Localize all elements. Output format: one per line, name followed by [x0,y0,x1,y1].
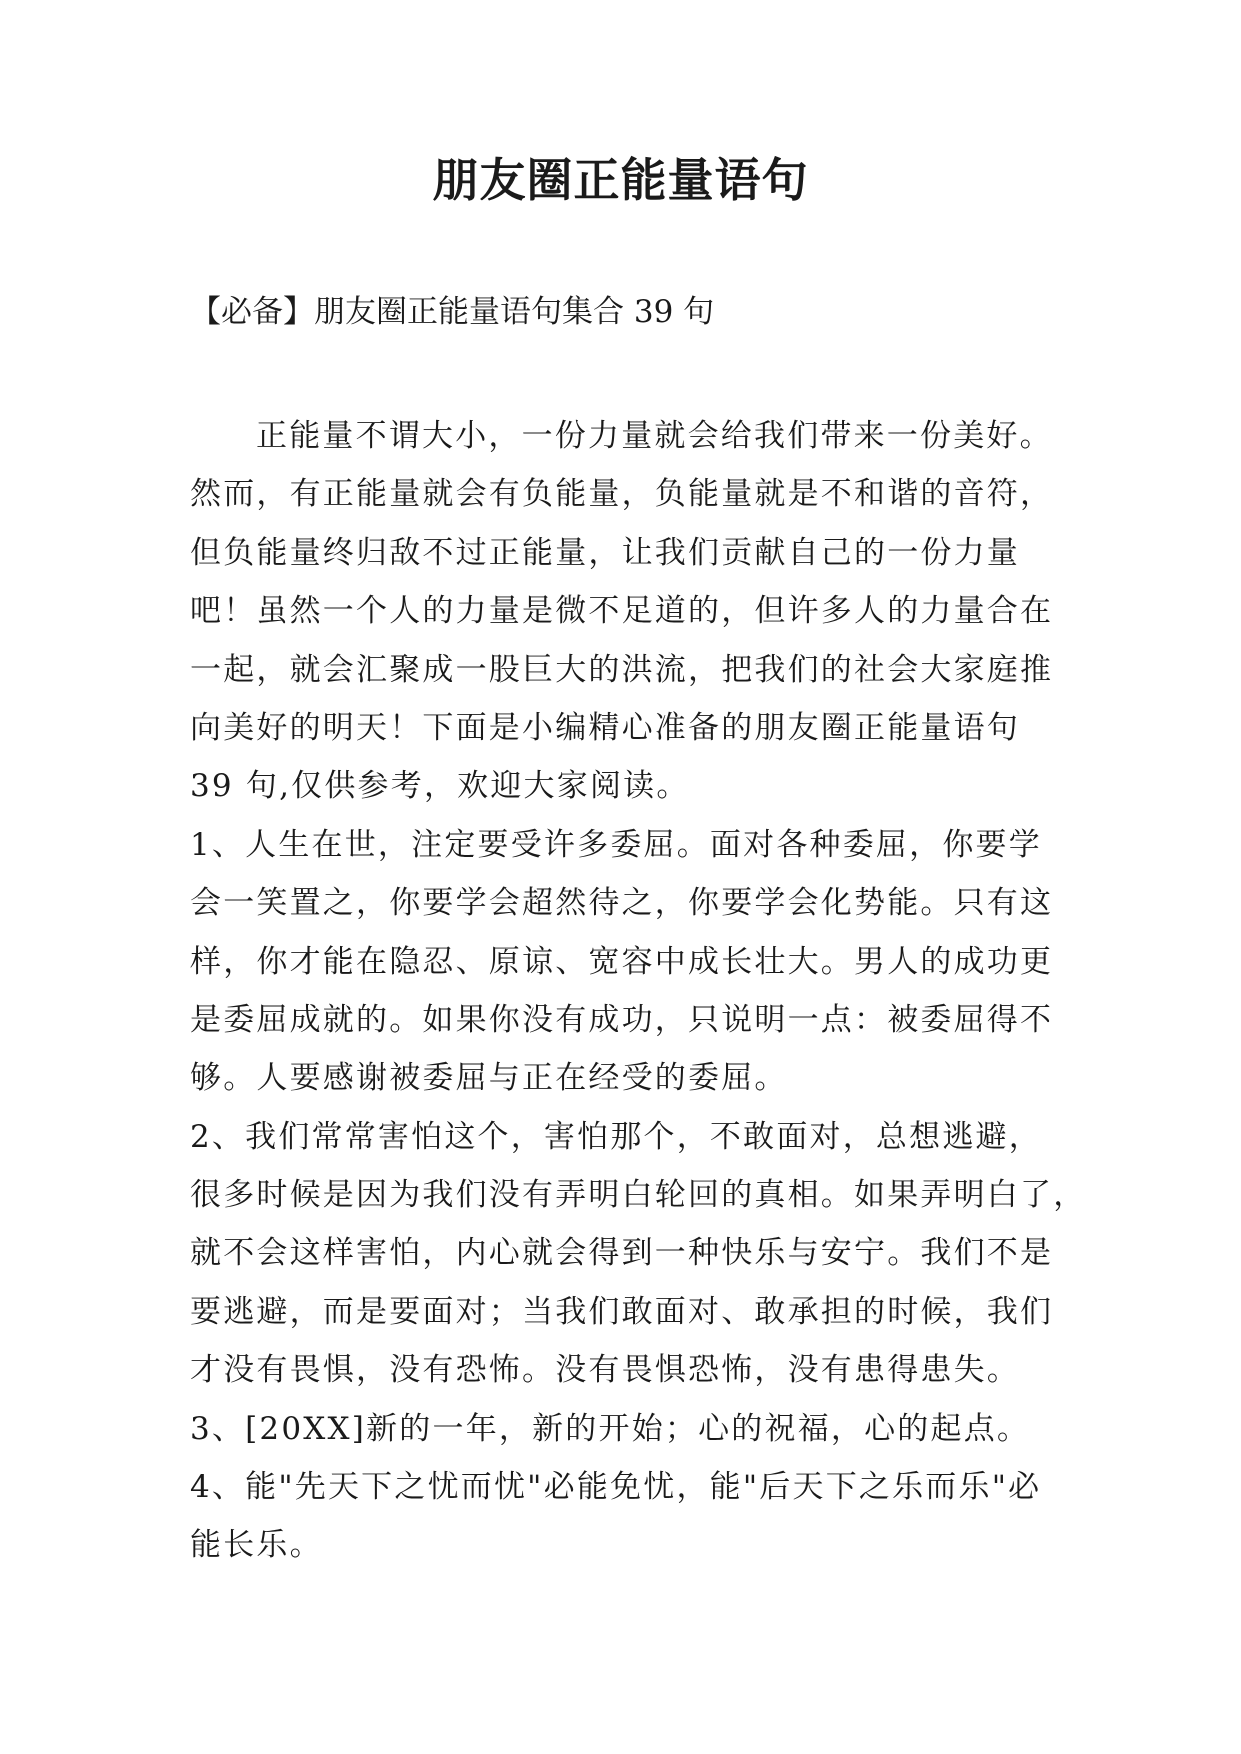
list-item-1-line: 是委屈成就的。如果你没有成功，只说明一点：被委屈得不 [190,1001,1054,1038]
list-item-2-line: 很多时候是因为我们没有弄明白轮回的真相。如果弄明白了， [190,1177,1087,1214]
body-line: 但负能量终归敌不过正能量，让我们贡献自己的一份力量 [190,534,1020,571]
body-line: 然而，有正能量就会有负能量，负能量就是不和谐的音符， [190,476,1054,513]
document-subtitle: 【必备】朋友圈正能量语句集合 39 句 [190,294,715,330]
body-line: 一起，就会汇聚成一股巨大的洪流，把我们的社会大家庭推 [190,651,1054,688]
list-item-2-line: 2、我们常常害怕这个，害怕那个，不敢面对，总想逃避， [190,1118,1042,1155]
document-body [190,407,1087,1575]
list-item-1-line: 样，你才能在隐忍、原谅、宽容中成长壮大。男人的成功更 [190,943,1054,980]
list-item-2-line: 要逃避，而是要面对；当我们敢面对、敢承担的时候，我们 [190,1293,1054,1330]
document-title: 朋友圈正能量语句 [432,153,809,207]
list-item-3-line: 3、[20XX]新的一年，新的开始；心的祝福，心的起点。 [190,1410,1031,1447]
list-item-2-line: 就不会这样害怕，内心就会得到一种快乐与安宁。我们不是 [190,1235,1054,1272]
list-item-1-line: 够。人要感谢被委屈与正在经受的委屈。 [190,1060,788,1097]
list-item-1-line: 会一笑置之，你要学会超然待之，你要学会化势能。只有这 [190,885,1054,922]
body-line: 正能量不谓大小，一份力量就会给我们带来一份美好。 [256,418,1053,454]
list-item-2-line: 才没有畏惧，没有恐怖。没有畏惧恐怖，没有患得患失。 [190,1352,1020,1389]
body-line: 向美好的明天！下面是小编精心准备的朋友圈正能量语句 [190,709,1020,746]
body-line: 39 句,仅供参考，欢迎大家阅读。 [190,768,690,805]
list-item-4-line: 4、能"先天下之忧而忧"必能免忧，能"后天下之乐而乐"必 [190,1469,1042,1506]
list-item-1-line: 1、人生在世，注定要受许多委屈。面对各种委屈，你要学 [190,826,1042,863]
body-line: 吧！虽然一个人的力量是微不足道的，但许多人的力量合在 [190,593,1054,630]
list-item-4-line: 能长乐。 [190,1527,323,1564]
